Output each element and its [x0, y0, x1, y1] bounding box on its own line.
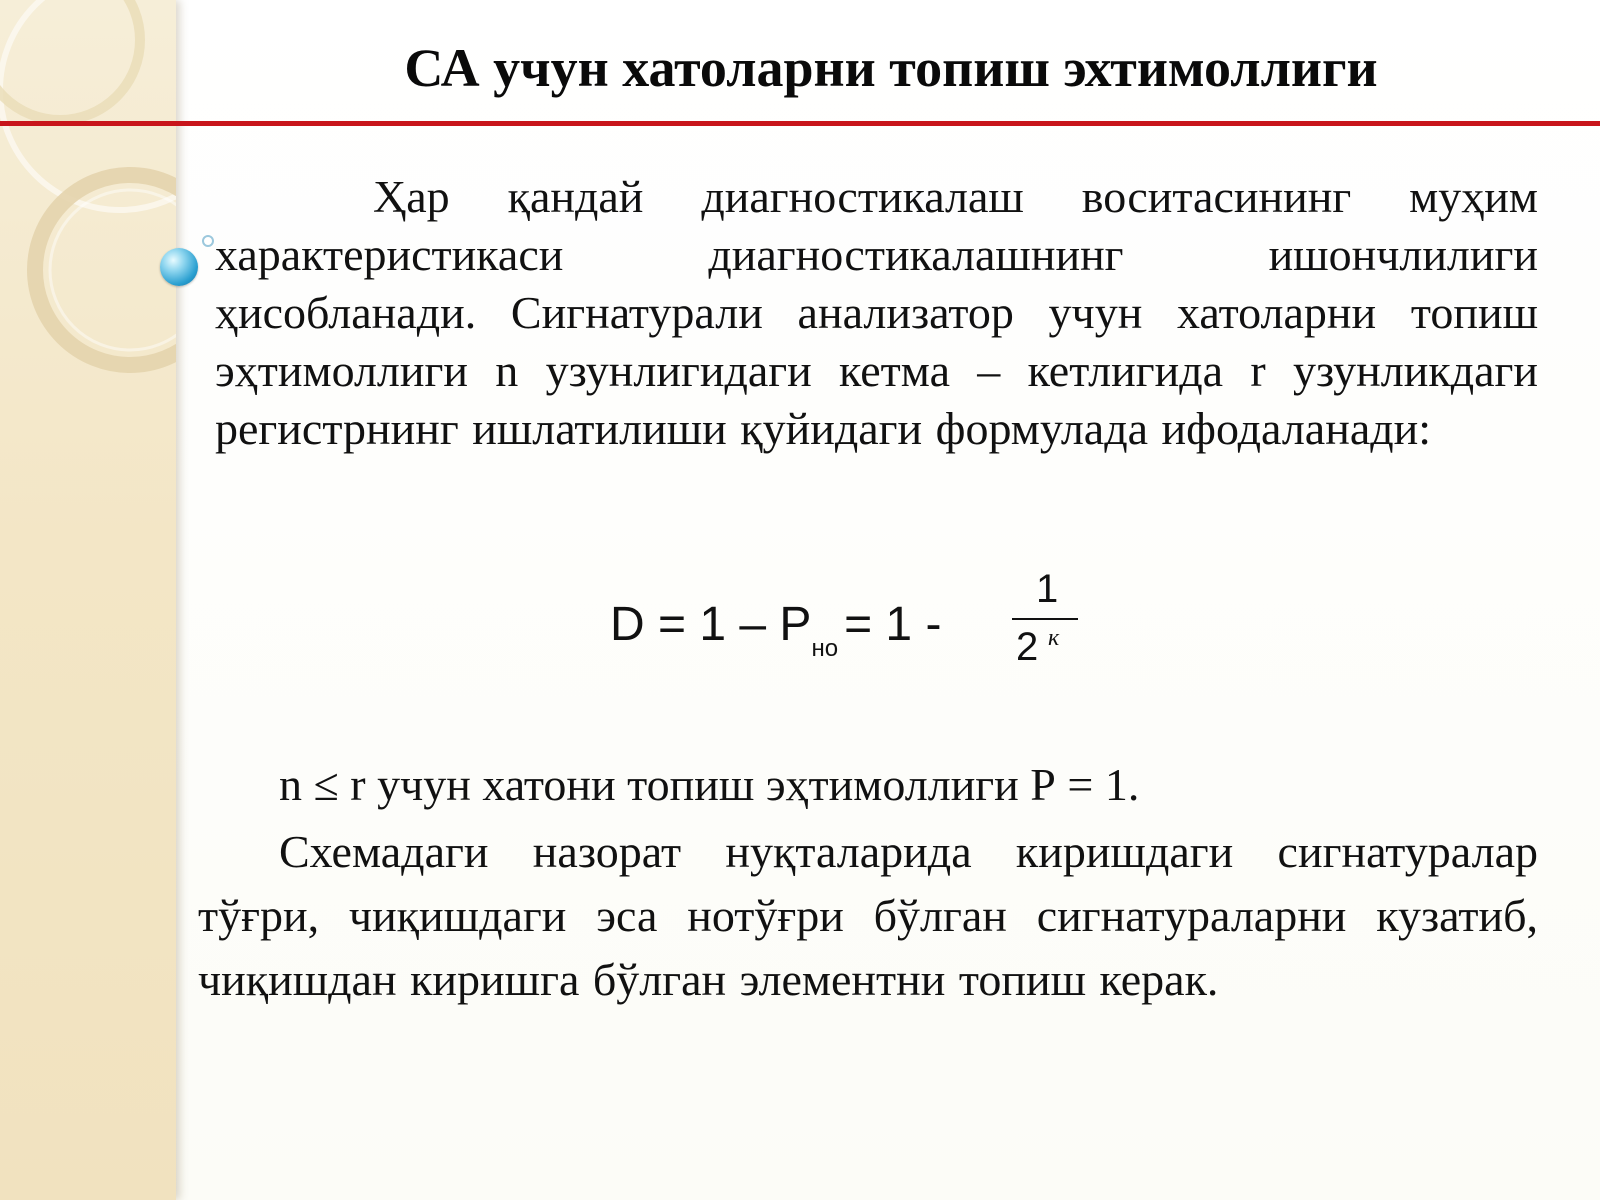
probability-formula [610, 565, 941, 685]
formula-subscript: но [811, 635, 839, 662]
schema-paragraph: Схемадаги назорат нуқталарида киришдаги сигнатуралар тўғри, чиқишдаги эса нотўғри бўлган сигнатураларни кузатиб, чиқишдан киришга бўлган элементни топиш керак. [198, 826, 1538, 1005]
intro-paragraph: Ҳар қандай диагностикалаш воситасининг муҳим характеристикаси диагностикалашнинг ишончлилиги ҳисобланади. Сигнатурали анализатор учун хатоларни топиш эҳтимоллиги n узунлигидаги кетма – кетлигида r узунликдаги регистрнинг ишлатилиши қуйидаги формулада ифодаланади: [215, 171, 1538, 454]
small-ring-icon [202, 235, 214, 247]
formula-fraction [1012, 566, 1078, 676]
formula-lhs: D = 1 – P [610, 598, 812, 651]
decorative-circles-graphic [0, 0, 176, 1200]
formula-rhs: = 1 - [844, 598, 942, 651]
blue-sphere-bullet-icon [160, 248, 198, 286]
fraction-exponent: к [1048, 625, 1060, 651]
decorative-side-band [0, 0, 176, 1200]
slide-title: СА учун хатоларни топиш эхтимоллиги [404, 38, 1378, 98]
fraction-denominator: 2 [1016, 625, 1039, 669]
fraction-bar [1012, 618, 1078, 620]
title-divider [0, 121, 1600, 126]
fraction-numerator: 1 [1036, 567, 1059, 611]
condition-paragraph: n ≤ r учун хатони топиш эҳтимоллиги Р = 1. [279, 759, 1140, 810]
